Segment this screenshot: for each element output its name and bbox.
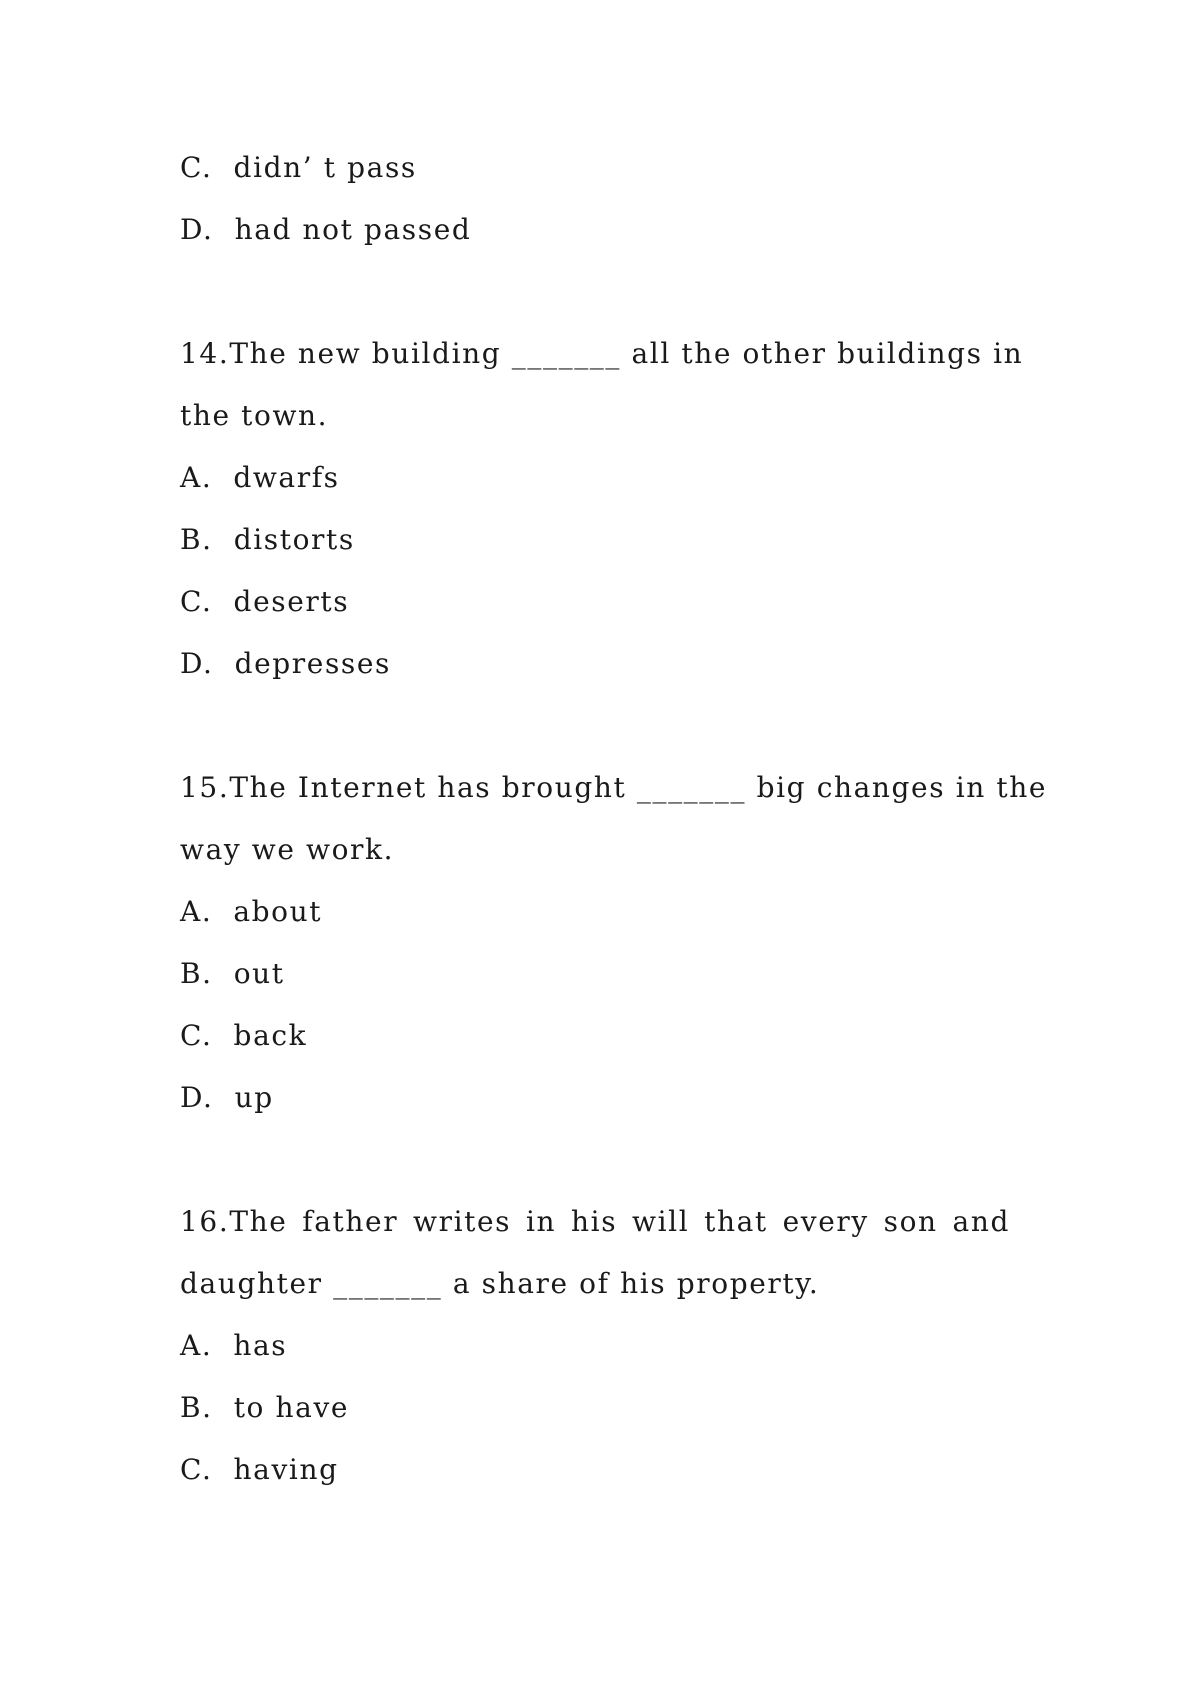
option-letter: A.: [180, 1329, 213, 1362]
question-16-option-a: [180, 1328, 287, 1364]
prev-option-d: [180, 212, 471, 248]
question-15-stem-line1: [180, 770, 1048, 806]
question-15-option-c: [180, 1018, 307, 1054]
option-letter: B.: [180, 1391, 213, 1424]
question-14-option-c: [180, 584, 349, 620]
question-text: The Internet has brought _______ big changes in the: [229, 771, 1048, 804]
question-number: 14.: [180, 337, 230, 370]
question-15-option-b: [180, 956, 285, 992]
option-text: to have: [233, 1391, 350, 1424]
question-text: The father writes in his will that every son and: [229, 1205, 1010, 1238]
option-letter: A.: [180, 895, 213, 928]
question-text: The new building _______ all the other buildings in: [229, 337, 1024, 370]
question-number: 16.: [180, 1205, 230, 1238]
option-text: distorts: [233, 523, 355, 556]
question-16-option-c: [180, 1452, 339, 1488]
option-text: out: [233, 957, 285, 990]
option-letter: C.: [180, 1453, 213, 1486]
option-text: deserts: [233, 585, 350, 618]
question-14-option-d: [180, 646, 391, 682]
option-letter: D.: [180, 1081, 214, 1114]
question-14-stem-line1: [180, 336, 1024, 372]
option-letter: B.: [180, 957, 213, 990]
question-14-stem-line2: the town.: [180, 399, 329, 432]
question-16-option-b: [180, 1390, 349, 1426]
option-letter: B.: [180, 523, 213, 556]
option-text: depresses: [234, 647, 392, 680]
option-text: about: [233, 895, 323, 928]
option-letter: C.: [180, 585, 213, 618]
option-letter: A.: [180, 461, 213, 494]
prev-option-c: [180, 150, 417, 186]
option-text: didn’ t pass: [233, 151, 417, 184]
question-16-stem-line2: daughter _______ a share of his property.: [180, 1267, 820, 1300]
option-text: has: [233, 1329, 288, 1362]
option-letter: C.: [180, 151, 213, 184]
option-text: up: [234, 1081, 274, 1114]
question-15-option-a: [180, 894, 322, 930]
option-text: had not passed: [234, 213, 472, 246]
option-letter: D.: [180, 213, 214, 246]
option-letter: C.: [180, 1019, 213, 1052]
question-16-stem-line1: [180, 1204, 1010, 1240]
question-15-stem-line2: way we work.: [180, 833, 395, 866]
question-number: 15.: [180, 771, 230, 804]
question-14-option-b: [180, 522, 355, 558]
question-14-option-a: [180, 460, 340, 496]
option-text: dwarfs: [233, 461, 340, 494]
option-text: having: [233, 1453, 339, 1486]
question-15-option-d: [180, 1080, 274, 1116]
option-text: back: [233, 1019, 308, 1052]
option-letter: D.: [180, 647, 214, 680]
